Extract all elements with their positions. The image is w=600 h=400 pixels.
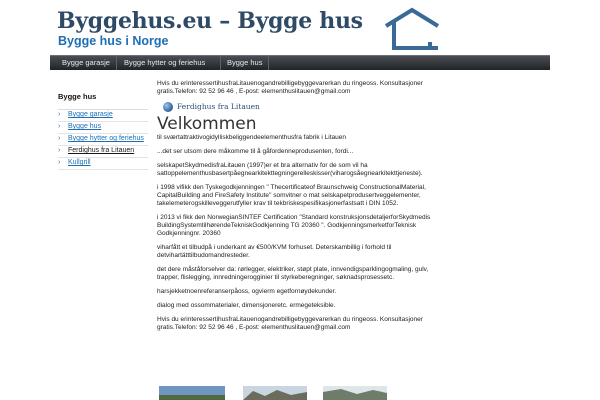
photo-strip: [157, 386, 447, 400]
nav-item-bygge-hytter[interactable]: Bygge hytter og feriehus: [124, 58, 206, 67]
content-paragraph: selskapetSkydmedisfraLitauen (1997)er et bra alternativ for de som vil ha sattoppelementhusbasertpåegnearkitekttegningerelleskisser(viharogsåegnearkitekttjeneste).: [157, 162, 423, 177]
sidebar-link-bygge-garasje[interactable]: Bygge garasje: [68, 111, 113, 118]
house-outline-icon: [384, 6, 440, 50]
sidebar-left: [58, 92, 148, 170]
nav-divider: [220, 56, 221, 70]
sidebar-link-bygge-hus[interactable]: Bygge hus: [68, 123, 102, 130]
list-item: [58, 158, 148, 170]
page-title: Velkommen: [157, 114, 257, 134]
chevron-right-icon: ›: [58, 123, 61, 130]
sidebar-link-ferdighus-litauen[interactable]: Ferdighus fra Litauen: [68, 147, 135, 154]
chevron-right-icon: ›: [58, 159, 61, 166]
sidebar-link-bygge-hytter[interactable]: Bygge hytter og feriehus: [68, 135, 144, 142]
house-photo[interactable]: [243, 386, 307, 400]
main-content: [157, 80, 447, 338]
ferdighus-logo-text: Ferdighus fra Litauen: [177, 102, 260, 111]
nav-item-bygge-hus[interactable]: Bygge hus: [227, 58, 263, 67]
content-paragraph: i 2013 vi fikk den NorwegianSINTEF Certification "Standard konstruksjonsdetaljerforSkydmedis BuildingSystemtilhørendeTekniskGodkjenning TG 20360 ". GodkjenningsmerketforTeknisk Godkjenningnr. 20360: [157, 214, 431, 237]
content-paragraph: dialog med ossommaterialer, dimensjoneretc. ermegeteksible.: [157, 302, 336, 309]
content-paragraph: ...det ser utsom dere måkomme til å gåfordenneprodusenten, fordi...: [157, 148, 354, 155]
chevron-right-icon: ›: [58, 111, 61, 118]
intro-contact-text: Hvis du erinteressertihusfraLitauenogandrebilligebyggevarerkan du ringeoss. Konsultasjoner gratis.Telefon: 92 52 96 46 , E-post: elementhuslitauen@gmail.com: [157, 80, 423, 95]
nav-item-bygge-garasje[interactable]: Bygge garasje: [62, 58, 110, 67]
ferdighus-logo[interactable]: [163, 102, 447, 112]
main-navigation: [50, 55, 550, 70]
nav-divider: [116, 56, 117, 70]
content-paragraph: i 1998 vifikk den Tyskegodkjenningen '' Thecertificateof Braunschweig ConstructionalMaterial, CapitalBuilding and FireSafety Institute'' somvitner o mat selskapetprodusertveggelementer, takelemeterogskilleveggerutfyller krav til tekbriskespesifikasjonerfastsatt i DIN 1052.: [157, 184, 426, 207]
list-item: [58, 134, 148, 146]
content-paragraph: det dere måståforselver da: rørlegger, elektriker, støpt plate, innvendigsparklingogmaling, gulv, trapper, flislegging, innredningerogginier til styrkeberegninger, søknadsprosessetc.: [157, 266, 429, 281]
site-subtitle: Bygge hus i Norge: [58, 34, 169, 48]
list-item: [58, 122, 148, 134]
sidebar-left-title: Bygge hus: [58, 92, 97, 101]
chevron-right-icon: ›: [58, 135, 61, 142]
list-item: [58, 146, 148, 158]
sidebar-left-list: [58, 109, 148, 170]
site-title[interactable]: Byggehus.eu – Bygge hus: [57, 8, 363, 34]
chevron-right-icon: ›: [58, 147, 61, 154]
nav-divider: [268, 56, 269, 70]
sidebar-link-kullgrill[interactable]: Kullgrill: [68, 159, 91, 166]
site-header: [0, 0, 600, 56]
content-paragraph: viharfått et tilbudpå i underkant av €500/KVM forhuset. Deterskambillig i forhold til detvihartätttilbudomandresteder.: [157, 244, 392, 259]
list-item: [58, 110, 148, 122]
house-photo[interactable]: [323, 386, 387, 400]
content-paragraph: til sværtattraktivogidylliskbeliggendeelementhusfra fabrik i Litauen: [157, 134, 346, 141]
globe-icon: [163, 102, 173, 112]
content-paragraph: harsjekketnoenreferanserpåoss, ogvierm egetfornøydekunder.: [157, 288, 337, 295]
content-paragraph: Hvis du erinteressertihusfraLitauenogandrebilligebyggevarerkan du ringeoss. Konsultasjoner gratis.Telefon: 92 52 96 46 , E-post: elementhuslitauen@gmail.com: [157, 316, 423, 331]
house-photo[interactable]: [159, 386, 225, 400]
